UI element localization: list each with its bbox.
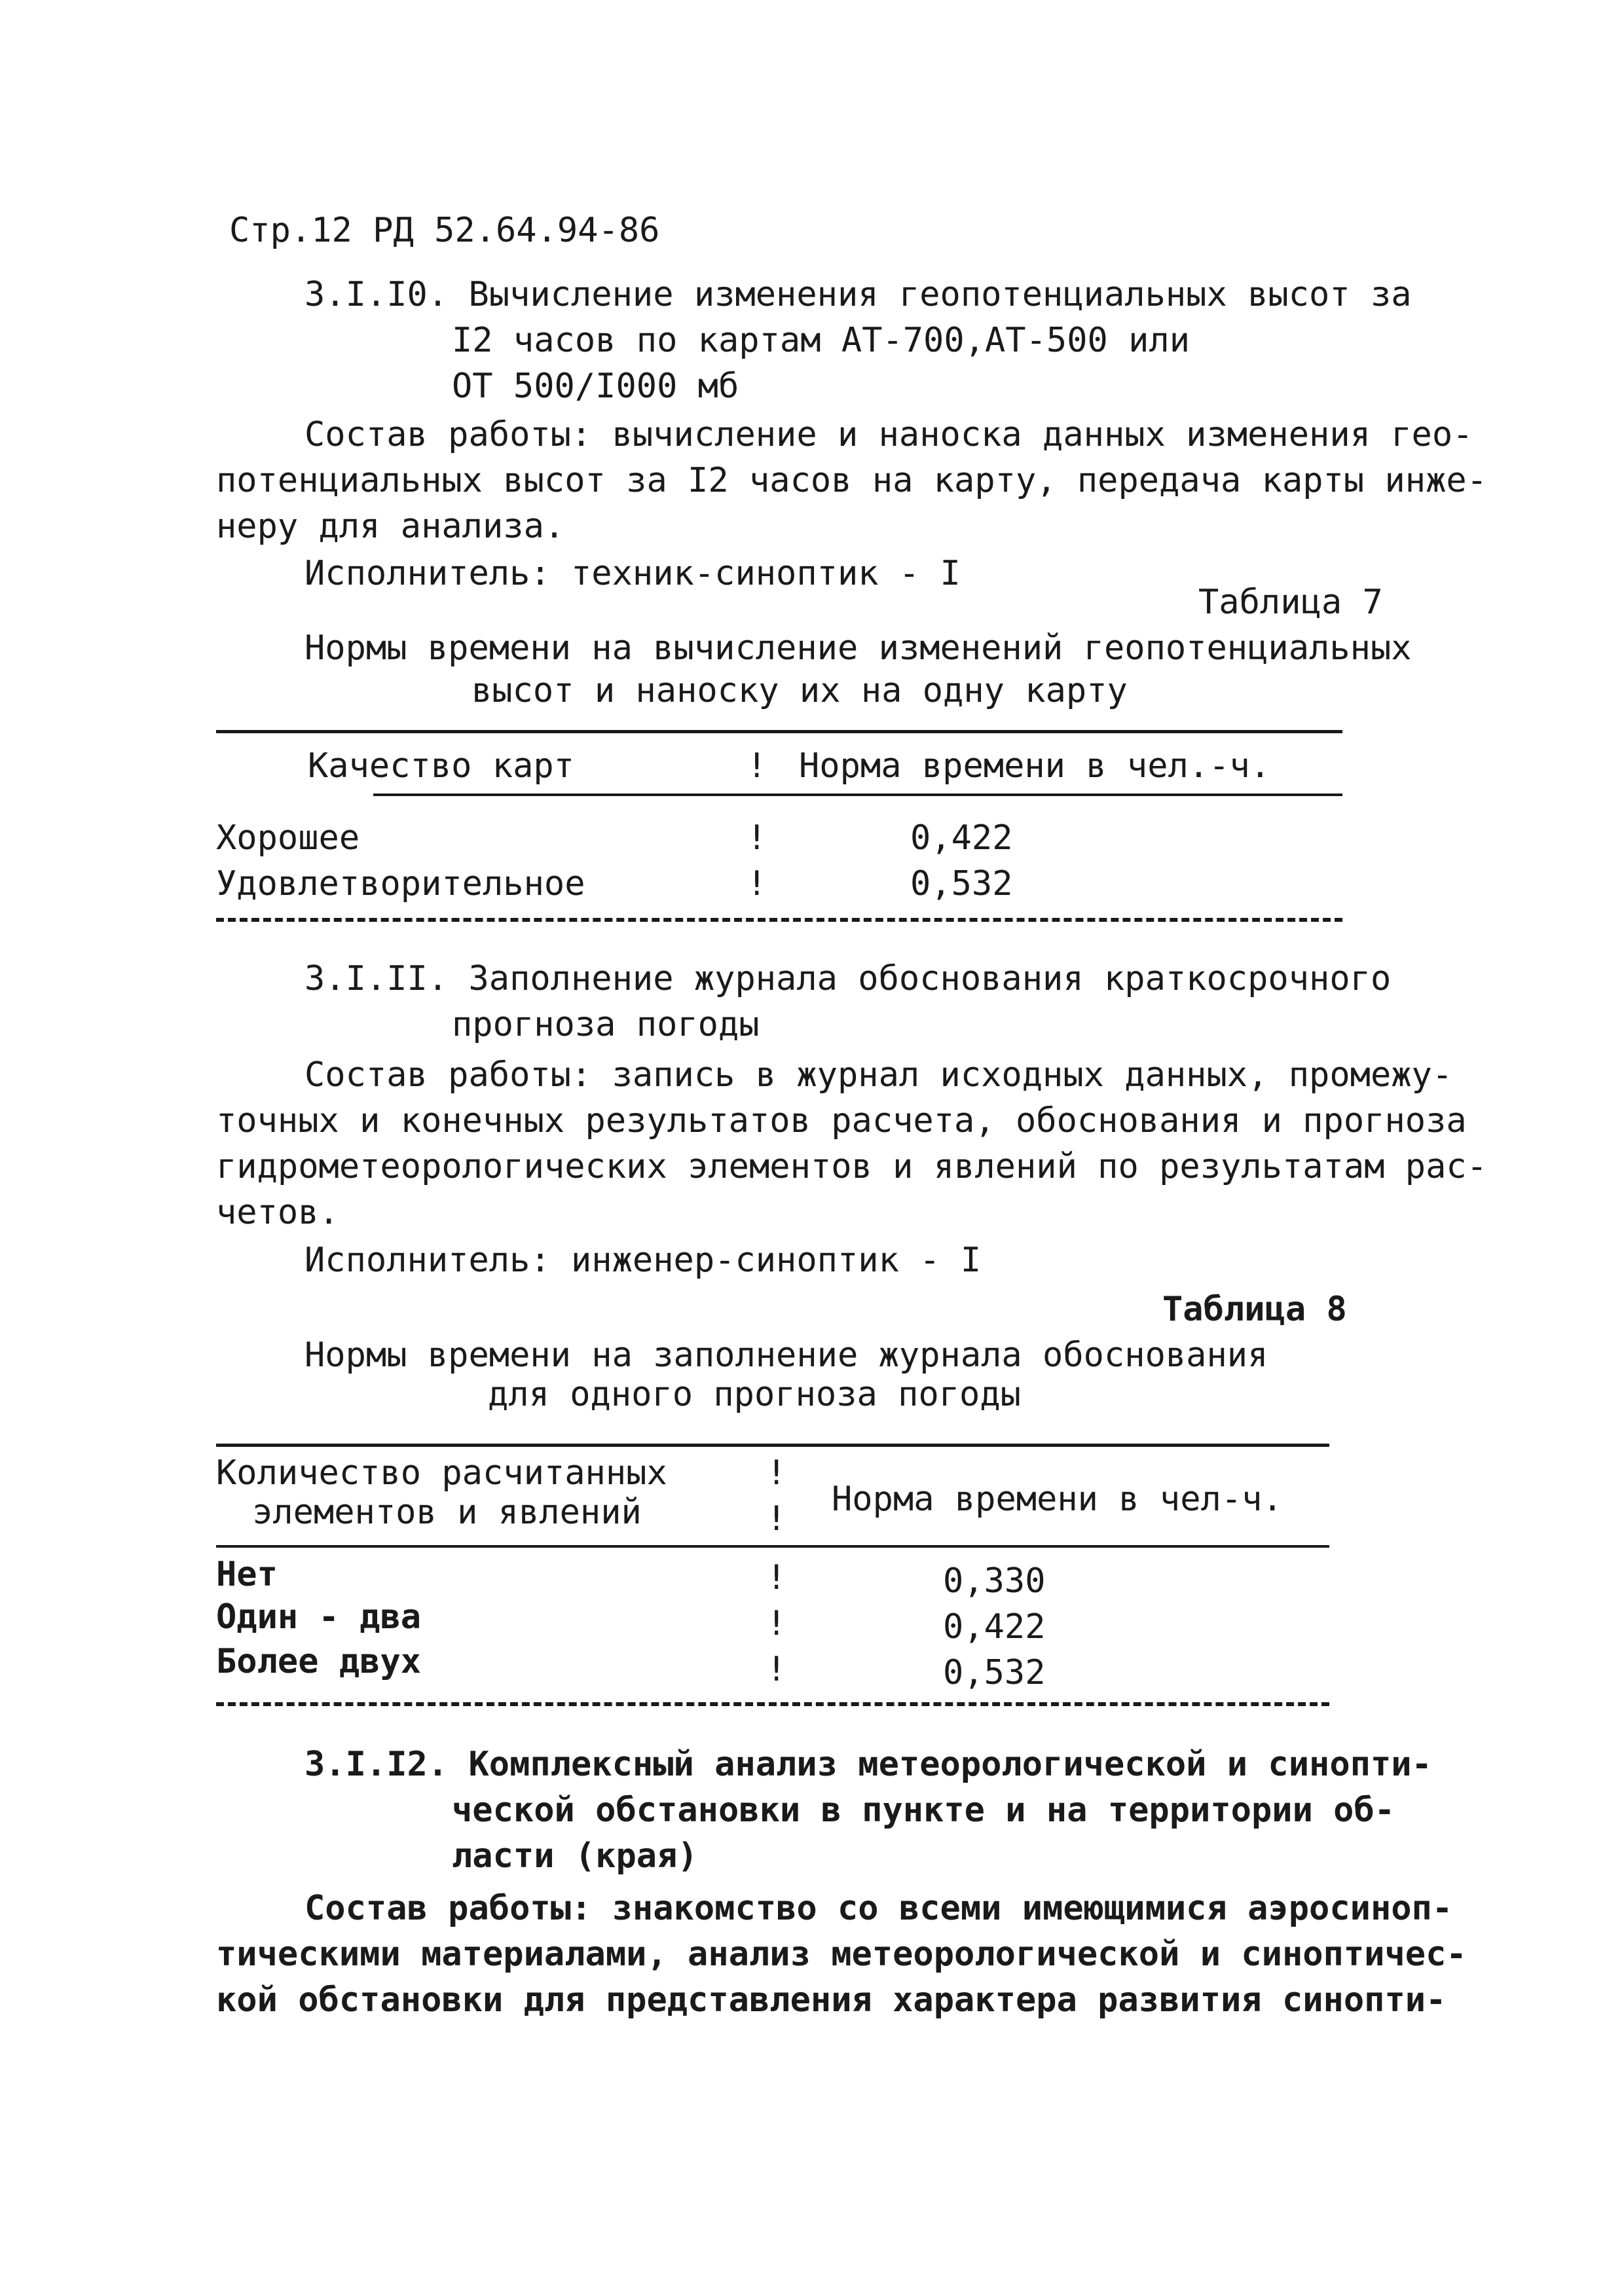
table-row-label: Нет	[216, 1555, 278, 1594]
section-title-line: 3.I.I0. Вычисление изменения геопотенциальных высот за	[304, 275, 1412, 314]
table-header-cell: Норма времени в чел-ч.	[832, 1480, 1283, 1519]
table-header-rule	[216, 1545, 1329, 1548]
table-top-rule	[216, 1444, 1329, 1447]
section-title-line: ческой обстановки в пункте и на территории об-	[452, 1791, 1395, 1830]
section-title-line: 3.I.I2. Комплексный анализ метеорологической и синопти-	[304, 1745, 1432, 1784]
page-header: Стр.12 РД 52.64.94-86	[229, 211, 660, 250]
work-text-line: точных и конечных результатов расчета, обоснования и прогноза	[216, 1101, 1467, 1140]
table-row-label: Удовлетворительное	[216, 864, 585, 903]
table-row-value: 0,532	[943, 1653, 1046, 1692]
table-row-label: Более двух	[216, 1642, 422, 1681]
table-row-label: Хорошее	[216, 818, 360, 858]
table-top-rule	[216, 730, 1342, 733]
table-caption: для одного прогноза погоды	[488, 1375, 1021, 1414]
work-text-line: неру для анализа.	[216, 507, 565, 546]
section-title-line: ласти (края)	[452, 1836, 698, 1876]
column-separator: !	[766, 1604, 787, 1643]
work-text-line: кой обстановки для представления характера развития синопти-	[216, 1980, 1447, 2020]
performer-line: Исполнитель: техник-синоптик - I	[304, 554, 961, 593]
table-caption: высот и наноску их на одну карту	[471, 671, 1128, 710]
table-label: Таблица 7	[1198, 583, 1383, 622]
section-title-line: прогноза погоды	[452, 1005, 760, 1044]
work-text-line: четов.	[216, 1193, 339, 1232]
table-row-value: 0,422	[910, 818, 1013, 858]
column-separator: !	[747, 864, 767, 903]
column-separator: !	[747, 818, 767, 858]
section-title-line: I2 часов по картам АТ-700,АТ-500 или	[452, 321, 1190, 360]
column-separator: !	[766, 1453, 787, 1493]
table-row-value: 0,422	[943, 1607, 1046, 1647]
table-row-value: 0,330	[943, 1561, 1046, 1601]
performer-line: Исполнитель: инженер-синоптик - I	[304, 1241, 982, 1280]
work-text-line: гидрометеорологических элементов и явлений по результатам рас-	[216, 1147, 1488, 1186]
work-text-line: потенциальных высот за I2 часов на карту, передача карты инже-	[216, 461, 1488, 500]
column-separator: !	[747, 746, 767, 786]
table-header-cell: Качество карт	[308, 746, 574, 786]
table-caption: Нормы времени на заполнение журнала обоснования	[304, 1336, 1268, 1375]
section-title-line: ОТ 500/I000 мб	[452, 367, 739, 406]
work-text-line: Состав работы: вычисление и наноска данных изменения гео-	[304, 415, 1473, 454]
table-header-cell: элементов и явлений	[252, 1493, 642, 1532]
column-separator: !	[766, 1499, 787, 1539]
table-header-rule	[373, 793, 1342, 796]
column-separator: !	[766, 1650, 787, 1689]
table-row-label: Один - два	[216, 1597, 422, 1637]
work-text-line: Состав работы: запись в журнал исходных данных, промежу-	[304, 1055, 1453, 1095]
table-bottom-rule	[216, 1702, 1329, 1706]
column-separator: !	[766, 1558, 787, 1597]
work-text-line: Состав работы: знакомство со всеми имеющимися аэросиноп-	[304, 1889, 1453, 1928]
table-caption: Нормы времени на вычисление изменений геопотенциальных	[304, 629, 1412, 668]
table-bottom-rule	[216, 918, 1342, 922]
work-text-line: тическими материалами, анализ метеорологической и синоптичес-	[216, 1935, 1467, 1974]
table-row-value: 0,532	[910, 864, 1013, 903]
table-header-cell: Норма времени в чел.-ч.	[799, 746, 1271, 786]
section-title-line: 3.I.II. Заполнение журнала обоснования краткосрочного	[304, 959, 1392, 998]
table-label: Таблица 8	[1162, 1290, 1347, 1329]
table-header-cell: Количество расчитанных	[216, 1453, 667, 1493]
